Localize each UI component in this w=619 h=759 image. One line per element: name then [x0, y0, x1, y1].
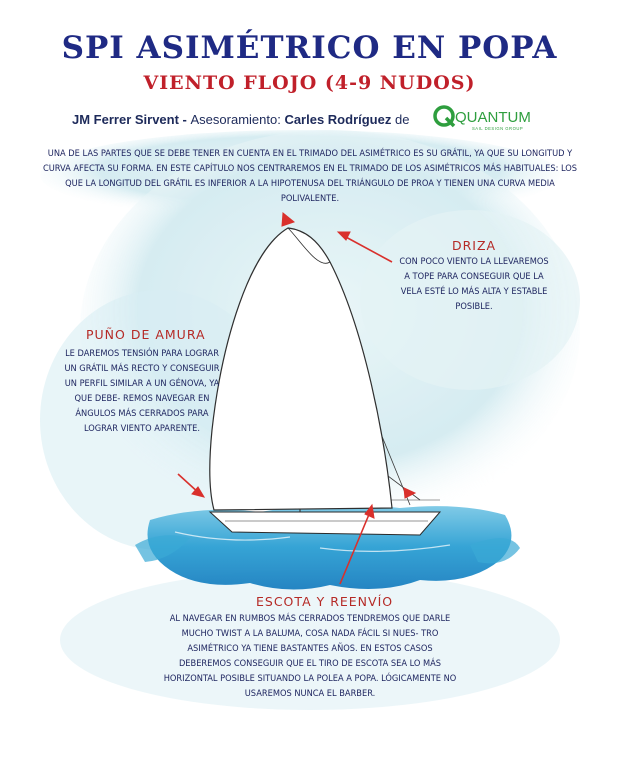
- driza-text: CON POCO VIENTO LA LLEVAREMOS A TOPE PARA CONSEGUIR QUE LA VELA ESTÉ LO MÁS ALTA Y ESTABLE POSIBLE.: [399, 256, 549, 312]
- author-name: JM Ferrer Sirvent: [72, 112, 179, 127]
- puno-de-amura-heading: PUÑO DE AMURA: [86, 327, 206, 342]
- logo-tagline: SAIL DESIGN GROUP: [472, 126, 524, 131]
- escota-text: AL NAVEGAR EN RUMBOS MÁS CERRADOS TENDREMOS QUE DARLE MUCHO TWIST A LA BALUMA, COSA NADA FÁCIL SI NUES- TRO ASIMÉTRICO YA TIENE BASTANTES AÑOS. EN ESTOS CASOS DEBEREMOS CONSEGUIR QUE EL TIRO DE ESCOTA SEA LO MÁS HORIZONTAL POSIBLE SITUANDO LA POLEA A POPA. LÓGICAMENTE NO USAREMOS NUNCA EL BARBER.: [163, 613, 457, 699]
- credits-de: de: [391, 112, 410, 127]
- advisor-name: Carles Rodríguez: [284, 112, 392, 127]
- logo-name: QUANTUM: [455, 109, 531, 126]
- puno-de-amura-text: LE DAREMOS TENSIÓN PARA LOGRAR UN GRÁTIL MÁS RECTO Y CONSEGUIR UN PERFIL SIMILAR A UN GÉNOVA, YA QUE DEBE- REMOS NAVEGAR EN ÁNGULOS MÁS CERRADOS PARA LOGRAR VIENTO APARENTE.: [64, 348, 220, 434]
- advice-label: Asesoramiento:: [190, 112, 285, 127]
- credits-separator: -: [178, 112, 191, 127]
- escota-heading: ESCOTA Y REENVÍO: [256, 594, 394, 609]
- page-title: SPI ASIMÉTRICO EN POPA: [61, 30, 558, 66]
- driza-heading: DRIZA: [452, 238, 497, 253]
- quantum-logo: [432, 104, 542, 132]
- intro-paragraph: UNA DE LAS PARTES QUE SE DEBE TENER EN CUENTA EN EL TRIMADO DEL ASIMÉTRICO ES SU GRÁTIL, YA QUE SU LONGITUD Y CURVA AFECTA SU FORMA. EN ESTE CAPÍTULO NOS CENTRAREMOS EN EL TRIMADO DE LOS ASIMÉTRICOS MÁS HABITUALES: LOS QUE LA LONGITUD DEL GRÁTIL ES INFERIOR A LA HIPOTENUSA DEL TRIÁNGULO DE PROA Y TIENEN UNA CURVA MEDIA POLIVALENTE.: [42, 148, 578, 204]
- page-subtitle: VIENTO FLOJO (4-9 NUDOS): [143, 72, 476, 94]
